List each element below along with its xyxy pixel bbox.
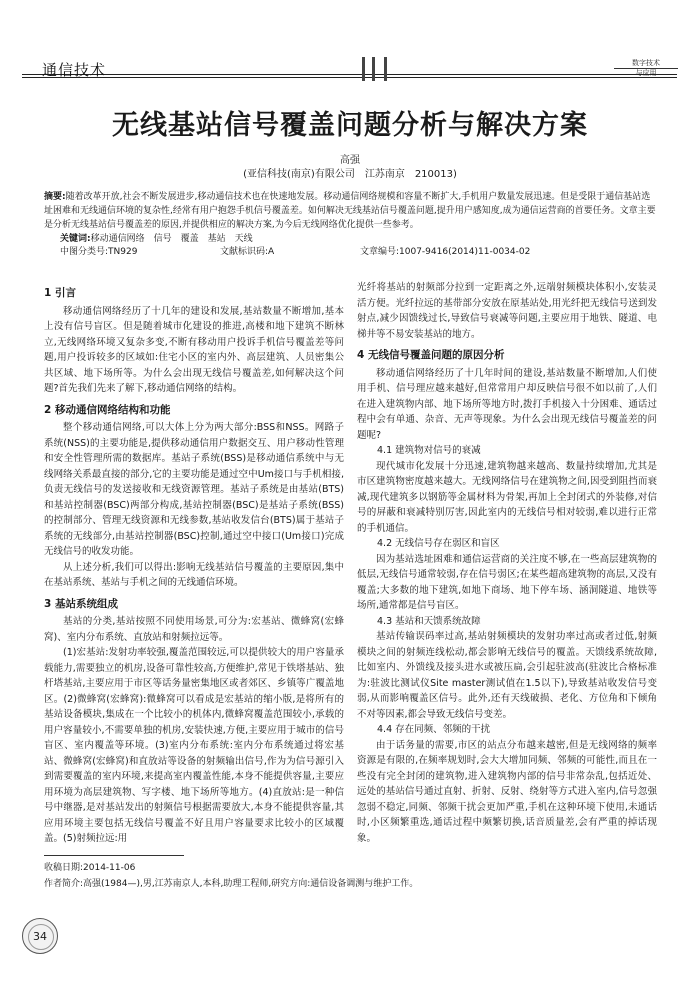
paragraph: 移动通信网络经历了十几年的建设和发展,基站数量不断增加,基本上没有信号盲区。但是随着城市化建设的推进,高楼和地下建筑不断林立,无线网络环境又复杂多变,不断有移动用户投诉手机信号覆盖差等问题,用户投诉较多的区域如:住宅小区的室内外、高层建筑、人员密集公共区域、地下场所等。为什么会出现无线信号覆盖差,如何解决这个问题?首先我们先来了解下,移动通信网络的结构。 <box>44 305 344 394</box>
paragraph: 光纤将基站的射频部分拉到一定距离之外,远端射频模块体积小,安装灵活方便。光纤拉远的基带部分安放在原基站处,用光纤把无线信号送到发射点,减少因馈线过长,导致信号衰减等问题,主要应用于地铁、隧道、电梯井等不易安装基站的地方。 <box>357 282 657 340</box>
section-heading: 4 无线信号覆盖问题的原因分析 <box>357 349 505 361</box>
section-heading: 1 引言 <box>44 287 76 299</box>
paragraph: 基站的分类,基站按照不同使用场景,可分为:宏基站、微蜂窝(宏蜂窝)、室内分布系统、直放站和射频拉远等。 <box>44 616 344 643</box>
paragraph: (1)宏基站:发射功率较强,覆盖范围较远,可以提供较大的用户容量承载能力,需要独立的机房,设备可靠性较高,方便维护,常见于铁塔基站、独杆塔基站,主要应用于市区等话务量密集地区或者郊区、乡镇等广覆盖地区。(2)微蜂窝(宏蜂窝):微蜂窝可以看成是宏基站的缩小版,是将所有的基站设备模块,集成在一个比较小的机体内,微蜂窝覆盖范围较小,承载的用户容量较小,不需要单独的机房,安装快速,方便,主要应用于城市的信号盲区、室内覆盖等环境。(3)室内分布系统:室内分布系统通过将宏基站、微蜂窝(宏蜂窝)和直放站等设备的射频输出信号,作为为信号源引入到需要覆盖的室内环境,来提高室内覆盖性能,本身不能提供容量,主要应用环境为高层建筑物、写字楼、地下场所等地方。(4)直放站:是一种信号中继器,是对基站发出的射频信号根据需要放大,本身不能提供容量,其应用环境主要包括无线信号覆盖不好且用户容量要求比较小的区域覆盖。(5)射频拉远:用 <box>44 647 344 844</box>
page-number: 34 <box>33 930 47 943</box>
paragraph: 整个移动通信网络,可以大体上分为两大部分:BSS和NSS。网路子系统(NSS)的主要功能是,提供移动通信用户数据交互、用户移动性管理和安全性管理所需的数据库。基站子系统(BSS)是移动通信系统中与无线网络关系最直接的部分,它的主要功能是通过空中Um接口与手机相接,负责无线信号的发送接收和无线资源管理。基站子系统是由基站(BTS)和基站控制器(BSC)两部分构成,基站控制器(BSC)是基站子系统(BSS)的控制部分、管理无线资源和无线参数,基站收发信台(BTS)属于基站子系统的无线部分,由基站控制器(BSC)控制,通过空中接口(Um接口)完成无线信号的收发功能。 <box>44 422 344 557</box>
abstract-text: 随着改革开放,社会不断发展进步,移动通信技术也在快速地发展。移动通信网络规模和容量不断扩大,手机用户数量发展迅速。但是受限于通信基站选址困难和无线通信环境的复杂性,经常有用户抱怨手机信号覆盖差。如何解决无线基站信号覆盖问题,提升用户感知度,成为通信运营商的首要任务。文章主要是分析无线基站信号覆盖差的原因,并提供相应的解决方案,为今后无线网络优化提供一些参考。 <box>44 192 656 230</box>
paragraph: 由于话务量的需要,市区的站点分布越来越密,但是无线网络的频率资源是有限的,在频率规划时,会大大增加同频、邻频的可能性,而且在一些没有完全封闭的建筑物,进入建筑物内部的信号非常杂乱,包括近处、远处的基站信号通过直射、折射、反射、绕射等方式进入室内,信号忽强忽弱不稳定,同频、邻频干扰会更加严重,手机在这种环境下使用,未通话时,小区频繁重选,通话过程中频繁切换,话音质量差,会有严重的掉话现象。 <box>357 739 657 844</box>
subsection-heading: 4.3 基站和天馈系统故障 <box>377 615 481 627</box>
received-date: 收稿日期:2014-11-06 <box>44 863 136 873</box>
subsection-heading: 4.4 存在同频、邻频的干扰 <box>377 724 491 735</box>
abstract-label: 摘要: <box>44 192 66 202</box>
section-heading: 2 移动通信网络结构和功能 <box>44 403 171 416</box>
section-title: 通信技术 <box>42 61 107 79</box>
subsection-heading: 4.2 无线信号存在弱区和盲区 <box>377 538 500 549</box>
journal-logo: 数字技术 与应用 <box>614 59 678 81</box>
paragraph: 基站传输误码率过高,基站射频模块的发射功率过高或者过低,射频模块之间的射频连线松动,都会影响无线信号的覆盖。天馈线系统故障,比如室内、外馈线及接头进水或被压扁,会引起驻波高(驻波比合格标准为:驻波比测试仪Site master测试值在1.5以下),导致基站收发信号变弱,从而影响覆盖区信号。此外,还有天线破损、老化、方位角和下倾角不对等因素,都会导致无线信号变差。 <box>357 631 657 720</box>
subsection-heading: 4.1 建筑物对信号的衰减 <box>377 445 481 456</box>
page-number-badge <box>22 918 58 954</box>
running-header <box>22 57 677 83</box>
keywords-label: 关键词: <box>60 234 91 244</box>
right-column <box>357 280 657 846</box>
paragraph: 现代城市化发展十分迅速,建筑物越来越高、数量持续增加,尤其是市区建筑物密度越来越大。无线网络信号在建筑物之间,因受到阻挡而衰减,现代建筑多以钢筋等金属材料为骨架,再加上全封闭式的外装修,对信号的屏蔽和衰减特别厉害,因此室内的无线信号相对较弱,难以进行正常的手机通信。 <box>357 460 657 534</box>
classification-line <box>60 244 660 257</box>
left-column <box>44 280 344 847</box>
header-ornament <box>362 57 402 81</box>
header-rule <box>22 74 677 75</box>
footnote-rule <box>44 855 184 856</box>
header-rule <box>22 77 677 78</box>
paragraph: 移动通信网络经历了十几年时间的建设,基站数量不断增加,人们使用手机、信号理应越来越好,但常常用户却反映信号很不如以前了,人们在进入建筑物内部、地下场所等地方时,拨打手机接入十分困难、通话过程中会有单通、杂音、无声等现象。为什么会出现无线信号覆盖差的问题呢? <box>357 367 657 441</box>
keywords-text: 移动通信网络 信号 覆盖 基站 天线 <box>90 234 253 244</box>
author-affiliation: (亚信科技(南京)有限公司 江苏南京 210013) <box>243 169 457 180</box>
article-title: 无线基站信号覆盖问题分析与解决方案 <box>112 110 588 141</box>
paragraph: 因为基站选址困难和通信运营商的关注度不够,在一些高层建筑物的低层,无线信号通常较弱,存在信号弱区;在某些超高建筑物的高层,又没有覆盖;大多数的地下建筑,如地下商场、地下停车场、涵洞隧道、地铁等场所,通常都是信号盲区。 <box>357 553 657 611</box>
section-heading: 3 基站系统组成 <box>44 597 118 610</box>
article-id: 文章编号:1007-9416(2014)11-0034-02 <box>360 247 531 257</box>
abstract <box>44 190 658 232</box>
clc-number: 中图分类号:TN929 <box>60 247 138 257</box>
document-code: 文献标识码:A <box>220 247 275 257</box>
paragraph: 从上述分析,我们可以得出:影响无线基站信号覆盖的主要原因,集中在基站系统、基站与手机之间的无线通信环境。 <box>44 561 344 588</box>
author-bio: 作者简介:高强(1984—),男,江苏南京人,本科,助理工程师,研究方向:通信设备调测与维护工作。 <box>44 879 419 889</box>
keywords <box>60 231 253 244</box>
author-name: 高强 <box>340 155 360 166</box>
